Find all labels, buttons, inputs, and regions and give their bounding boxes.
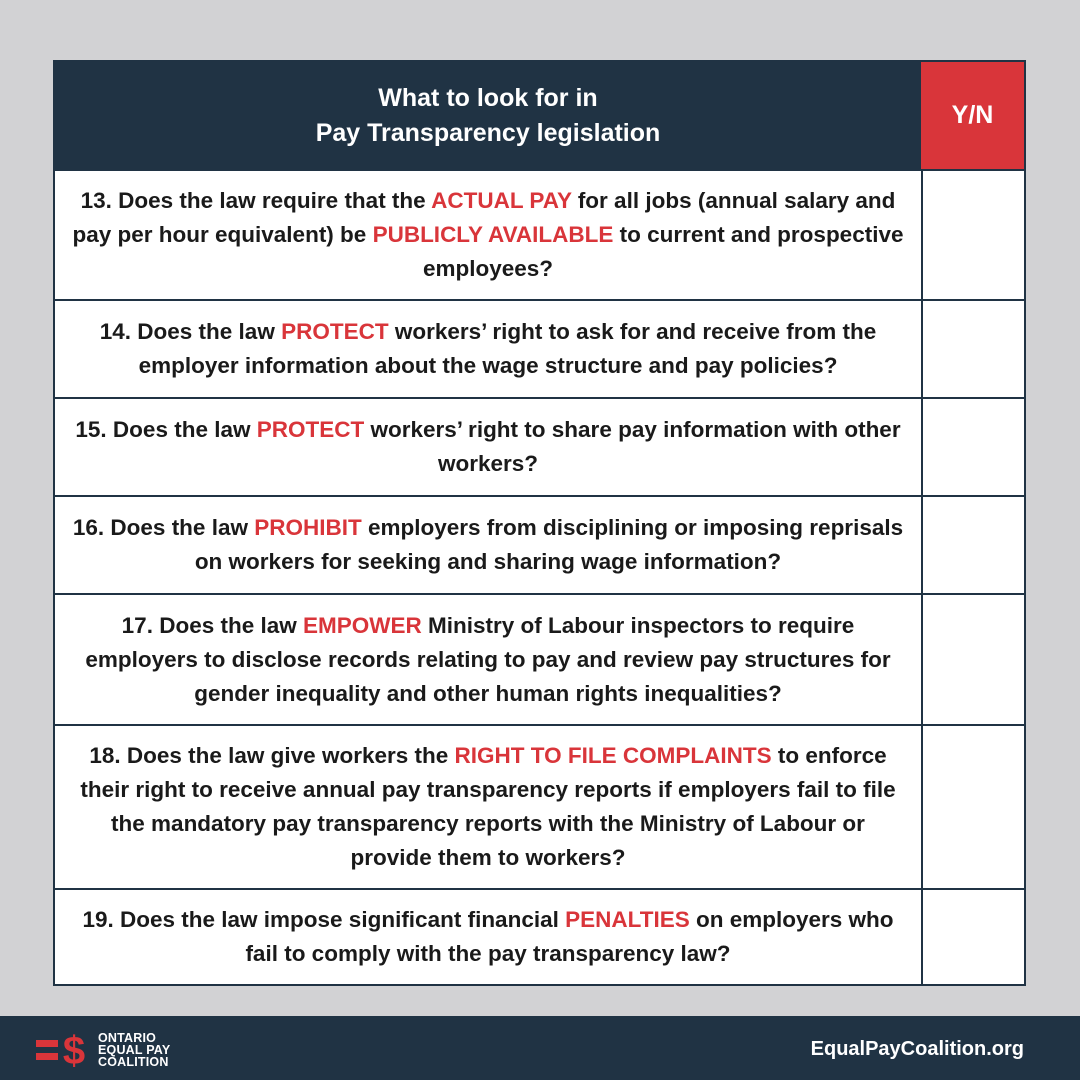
question-highlight: RIGHT TO FILE COMPLAINTS — [454, 743, 772, 768]
checklist-table — [53, 60, 1026, 986]
equal-dollar-icon — [36, 1030, 92, 1070]
header-title-line1: What to look for in — [378, 83, 598, 112]
yn-header: Y/N — [921, 62, 1024, 169]
question-text: 18. Does the law give workers the RIGHT TO FILE COMPLAINTS to enforce their right to receive annual pay transparency reports if employers fail to file the mandatory pay transparency reports with the Ministry of Labour or provide them to workers? — [80, 743, 896, 870]
question-row-19 — [55, 888, 1024, 984]
answer-cell[interactable] — [921, 301, 1024, 397]
question-highlight: PENALTIES — [565, 907, 690, 932]
answer-cell[interactable] — [921, 171, 1024, 299]
question-row-17 — [55, 593, 1024, 724]
question-highlight: PROTECT — [256, 417, 365, 442]
answer-cell[interactable] — [921, 890, 1024, 984]
question-row-16 — [55, 495, 1024, 593]
question-row-15 — [55, 397, 1024, 495]
question-text: 13. Does the law require that the ACTUAL PAY for all jobs (annual salary and pay per hour equivalent) be PUBLICLY AVAILABLE to current and prospective employees? — [72, 188, 904, 281]
svg-text:$: $ — [62, 1030, 86, 1070]
question-highlight: PROHIBIT — [254, 515, 362, 540]
answer-cell[interactable] — [921, 595, 1024, 724]
table-header — [55, 62, 1024, 169]
question-highlight: EMPOWER — [303, 612, 422, 638]
question-row-13 — [55, 169, 1024, 299]
answer-cell[interactable] — [921, 497, 1024, 593]
question-text: 19. Does the law impose significant financial PENALTIES on employers who fail to comply with the pay transparency law? — [82, 907, 894, 966]
answer-cell[interactable] — [921, 726, 1024, 888]
footer-bar — [0, 1016, 1080, 1080]
logo-wordmark: ONTARIO EQUAL PAY COALITION — [98, 1031, 171, 1069]
question-text: 16. Does the law PROHIBIT employers from disciplining or imposing reprisals on workers for seeking and sharing wage information? — [72, 515, 904, 574]
website-link[interactable]: EqualPayCoalition.org — [810, 1038, 1024, 1060]
question-text: 15. Does the law PROTECT workers’ right to share pay information with other workers? — [75, 417, 901, 476]
header-title-line2: Pay Transparency legislation — [315, 118, 661, 147]
question-row-14 — [55, 299, 1024, 397]
question-text: 14. Does the law PROTECT workers’ right to ask for and receive from the employer information about the wage structure and pay policies? — [99, 319, 877, 378]
question-text: 17. Does the law EMPOWER Ministry of Labour inspectors to require employers to disclose records relating to pay and review pay structures for gender inequality and other human rights inequalities? — [85, 612, 891, 706]
header-title — [55, 62, 921, 169]
answer-cell[interactable] — [921, 399, 1024, 495]
question-highlight: ACTUAL PAY — [431, 188, 572, 213]
question-highlight: PROTECT — [281, 319, 389, 344]
coalition-logo — [36, 1030, 170, 1070]
question-highlight: PUBLICLY AVAILABLE — [372, 222, 614, 247]
question-row-18 — [55, 724, 1024, 888]
